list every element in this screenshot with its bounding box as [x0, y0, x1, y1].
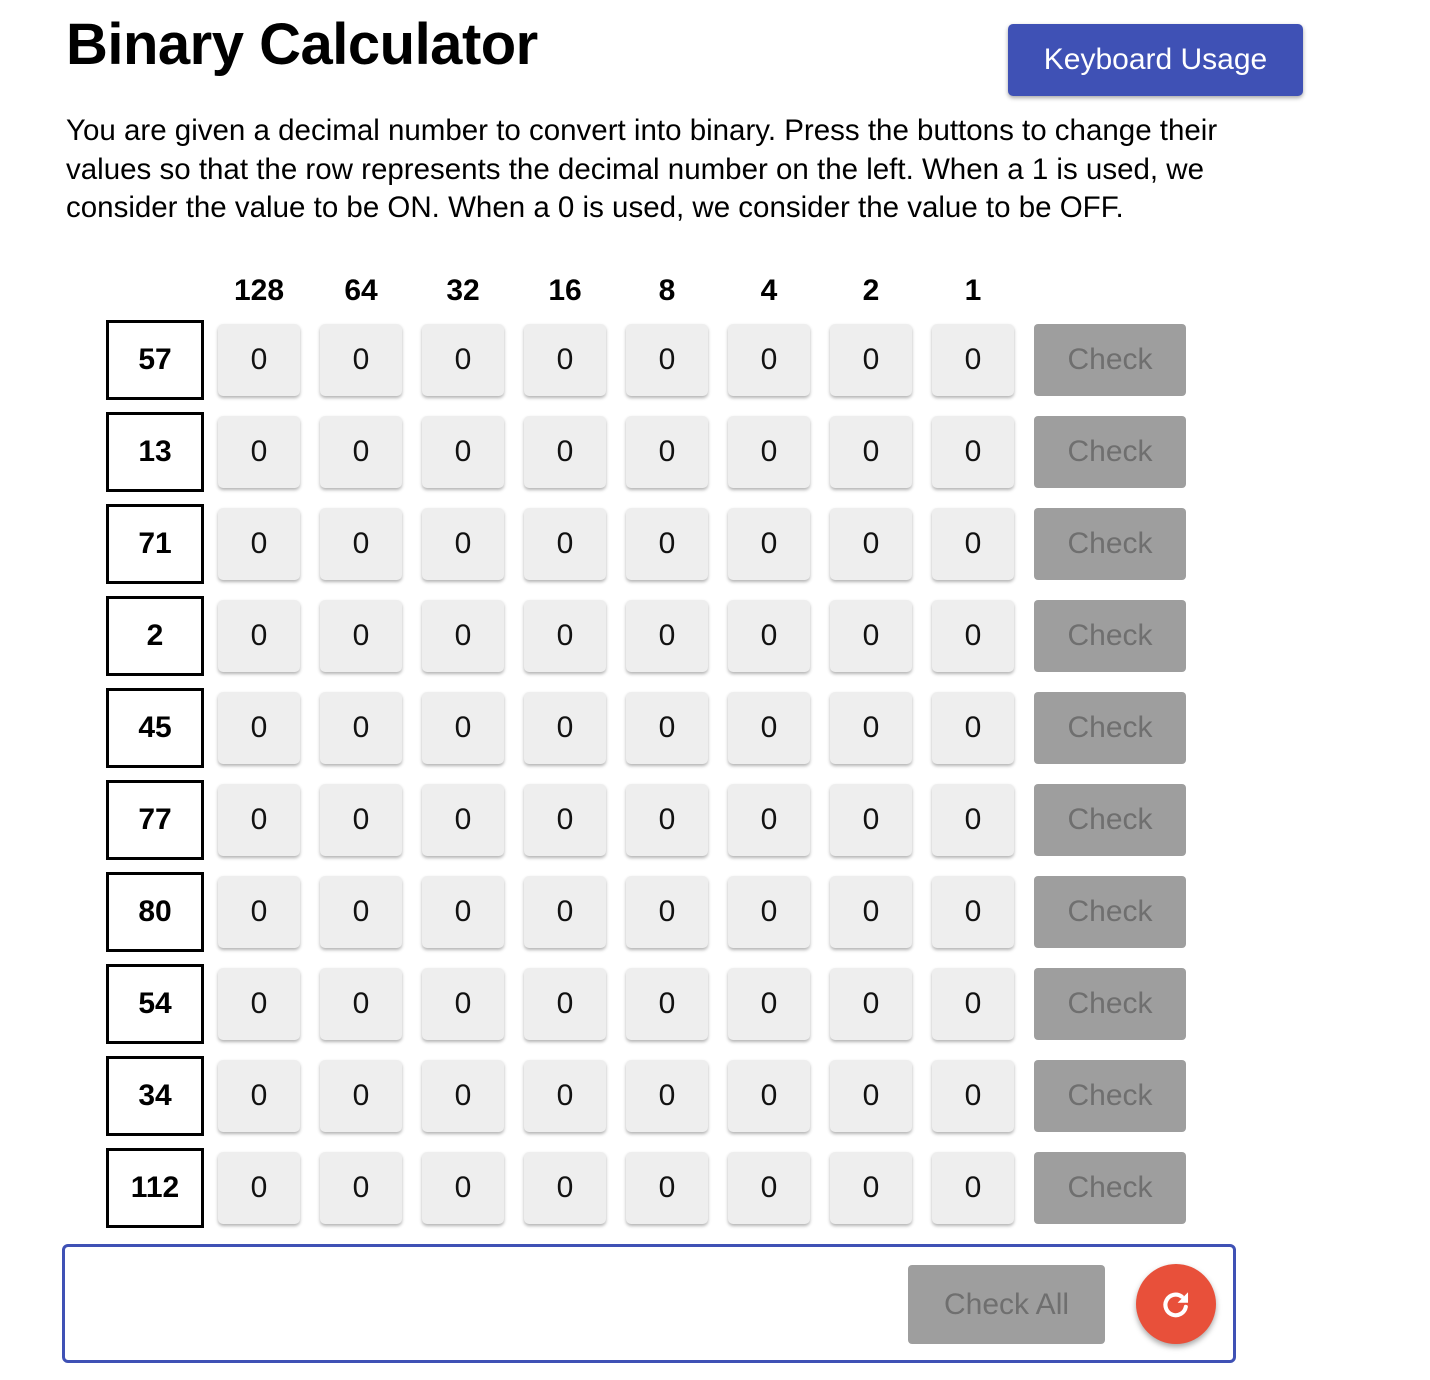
binary-row	[0, 780, 1300, 860]
bit-toggle-32[interactable]: 0	[422, 1060, 504, 1132]
check-button[interactable]: Check	[1034, 416, 1186, 488]
bit-toggle-1[interactable]: 0	[932, 692, 1014, 764]
bit-toggle-2[interactable]: 0	[830, 692, 912, 764]
bit-toggle-32[interactable]: 0	[422, 692, 504, 764]
bit-toggle-4[interactable]: 0	[728, 416, 810, 488]
binary-row	[0, 964, 1300, 1044]
bit-header-2: 2	[862, 274, 880, 307]
target-decimal: 112	[106, 1148, 204, 1228]
bit-toggle-32[interactable]: 0	[422, 416, 504, 488]
bit-toggle-32[interactable]: 0	[422, 600, 504, 672]
binary-row	[0, 320, 1300, 400]
bit-toggle-32[interactable]: 0	[422, 784, 504, 856]
bit-toggle-8[interactable]: 0	[626, 784, 708, 856]
bit-toggle-32[interactable]: 0	[422, 876, 504, 948]
bit-toggle-8[interactable]: 0	[626, 324, 708, 396]
bit-toggle-4[interactable]: 0	[728, 876, 810, 948]
page-title: Binary Calculator	[66, 12, 538, 77]
refresh-icon	[1157, 1285, 1195, 1323]
bit-toggle-4[interactable]: 0	[728, 324, 810, 396]
bit-toggle-1[interactable]: 0	[932, 416, 1014, 488]
bit-toggle-32[interactable]: 0	[422, 508, 504, 580]
bit-toggle-2[interactable]: 0	[830, 324, 912, 396]
bit-toggle-1[interactable]: 0	[932, 600, 1014, 672]
bit-toggle-64[interactable]: 0	[320, 416, 402, 488]
bit-toggle-1[interactable]: 0	[932, 784, 1014, 856]
instructions-text: You are given a decimal number to convert into binary. Press the buttons to change their values so that the row represents the decimal number on the left. When a 1 is used, we consider the value to be ON. When a 0 is used, we consider the value to be OFF.	[66, 114, 1218, 224]
bit-toggle-64[interactable]: 0	[320, 1060, 402, 1132]
bit-toggle-16[interactable]: 0	[524, 1152, 606, 1224]
bit-toggle-8[interactable]: 0	[626, 876, 708, 948]
bit-toggle-2[interactable]: 0	[830, 1152, 912, 1224]
bit-toggle-8[interactable]: 0	[626, 1060, 708, 1132]
bit-toggle-2[interactable]: 0	[830, 876, 912, 948]
target-decimal: 77	[106, 780, 204, 860]
bit-toggle-128[interactable]: 0	[218, 508, 300, 580]
bit-toggle-1[interactable]: 0	[932, 508, 1014, 580]
bit-toggle-64[interactable]: 0	[320, 600, 402, 672]
bit-toggle-128[interactable]: 0	[218, 876, 300, 948]
bit-toggle-4[interactable]: 0	[728, 1152, 810, 1224]
bit-toggle-2[interactable]: 0	[830, 784, 912, 856]
target-decimal: 2	[106, 596, 204, 676]
target-decimal: 80	[106, 872, 204, 952]
bit-toggle-32[interactable]: 0	[422, 968, 504, 1040]
bit-toggle-16[interactable]: 0	[524, 508, 606, 580]
bit-header-64: 64	[344, 274, 378, 307]
reset-button[interactable]	[1136, 1264, 1216, 1344]
binary-row	[0, 596, 1300, 676]
bit-toggle-32[interactable]: 0	[422, 1152, 504, 1224]
check-button[interactable]: Check	[1034, 784, 1186, 856]
binary-row	[0, 688, 1300, 768]
check-button[interactable]: Check	[1034, 508, 1186, 580]
keyboard-usage-button[interactable]: Keyboard Usage	[1008, 24, 1303, 96]
target-decimal: 34	[106, 1056, 204, 1136]
target-decimal: 45	[106, 688, 204, 768]
bit-toggle-8[interactable]: 0	[626, 1152, 708, 1224]
bit-header-16: 16	[548, 274, 582, 307]
bit-toggle-2[interactable]: 0	[830, 416, 912, 488]
bit-toggle-2[interactable]: 0	[830, 1060, 912, 1132]
bit-toggle-4[interactable]: 0	[728, 692, 810, 764]
bit-toggle-64[interactable]: 0	[320, 876, 402, 948]
bit-header-32: 32	[446, 274, 480, 307]
bit-toggle-64[interactable]: 0	[320, 692, 402, 764]
bit-toggle-8[interactable]: 0	[626, 508, 708, 580]
bit-toggle-32[interactable]: 0	[422, 324, 504, 396]
bit-toggle-4[interactable]: 0	[728, 784, 810, 856]
target-decimal: 71	[106, 504, 204, 584]
check-button[interactable]: Check	[1034, 600, 1186, 672]
bit-toggle-8[interactable]: 0	[626, 692, 708, 764]
bit-toggle-128[interactable]: 0	[218, 600, 300, 672]
bit-toggle-8[interactable]: 0	[626, 968, 708, 1040]
binary-row	[0, 412, 1300, 492]
bit-toggle-2[interactable]: 0	[830, 968, 912, 1040]
bit-toggle-4[interactable]: 0	[728, 1060, 810, 1132]
bit-toggle-1[interactable]: 0	[932, 968, 1014, 1040]
bit-toggle-16[interactable]: 0	[524, 600, 606, 672]
check-button[interactable]: Check	[1034, 1152, 1186, 1224]
bit-toggle-64[interactable]: 0	[320, 784, 402, 856]
bit-toggle-64[interactable]: 0	[320, 324, 402, 396]
target-decimal: 57	[106, 320, 204, 400]
bit-toggle-128[interactable]: 0	[218, 784, 300, 856]
bit-toggle-16[interactable]: 0	[524, 784, 606, 856]
bit-toggle-16[interactable]: 0	[524, 416, 606, 488]
bit-toggle-1[interactable]: 0	[932, 324, 1014, 396]
check-button[interactable]: Check	[1034, 692, 1186, 764]
bit-header-1: 1	[964, 274, 982, 307]
check-button[interactable]: Check	[1034, 876, 1186, 948]
bit-toggle-4[interactable]: 0	[728, 600, 810, 672]
check-button[interactable]: Check	[1034, 1060, 1186, 1132]
check-all-button[interactable]: Check All	[908, 1265, 1105, 1344]
bit-toggle-64[interactable]: 0	[320, 508, 402, 580]
bit-toggle-128[interactable]: 0	[218, 1152, 300, 1224]
target-decimal: 54	[106, 964, 204, 1044]
bit-toggle-1[interactable]: 0	[932, 876, 1014, 948]
check-button[interactable]: Check	[1034, 968, 1186, 1040]
bit-toggle-16[interactable]: 0	[524, 692, 606, 764]
bit-toggle-64[interactable]: 0	[320, 1152, 402, 1224]
bit-toggle-4[interactable]: 0	[728, 508, 810, 580]
binary-row	[0, 1056, 1300, 1136]
bit-toggle-1[interactable]: 0	[932, 1060, 1014, 1132]
bit-header-128: 128	[233, 274, 285, 307]
bit-toggle-8[interactable]: 0	[626, 600, 708, 672]
bit-header-4: 4	[760, 274, 778, 307]
bit-toggle-128[interactable]: 0	[218, 692, 300, 764]
bit-toggle-128[interactable]: 0	[218, 324, 300, 396]
bit-toggle-128[interactable]: 0	[218, 416, 300, 488]
bit-toggle-64[interactable]: 0	[320, 968, 402, 1040]
bit-toggle-2[interactable]: 0	[830, 508, 912, 580]
bit-toggle-16[interactable]: 0	[524, 968, 606, 1040]
bit-toggle-4[interactable]: 0	[728, 968, 810, 1040]
bit-toggle-16[interactable]: 0	[524, 876, 606, 948]
footer-panel	[62, 1244, 1236, 1363]
bit-header-8: 8	[658, 274, 676, 307]
binary-row	[0, 1148, 1300, 1228]
binary-row	[0, 872, 1300, 952]
bit-toggle-128[interactable]: 0	[218, 968, 300, 1040]
bit-toggle-1[interactable]: 0	[932, 1152, 1014, 1224]
check-button[interactable]: Check	[1034, 324, 1186, 396]
bit-toggle-16[interactable]: 0	[524, 324, 606, 396]
bit-toggle-8[interactable]: 0	[626, 416, 708, 488]
bit-toggle-16[interactable]: 0	[524, 1060, 606, 1132]
bit-toggle-128[interactable]: 0	[218, 1060, 300, 1132]
binary-row	[0, 504, 1300, 584]
bit-toggle-2[interactable]: 0	[830, 600, 912, 672]
target-decimal: 13	[106, 412, 204, 492]
